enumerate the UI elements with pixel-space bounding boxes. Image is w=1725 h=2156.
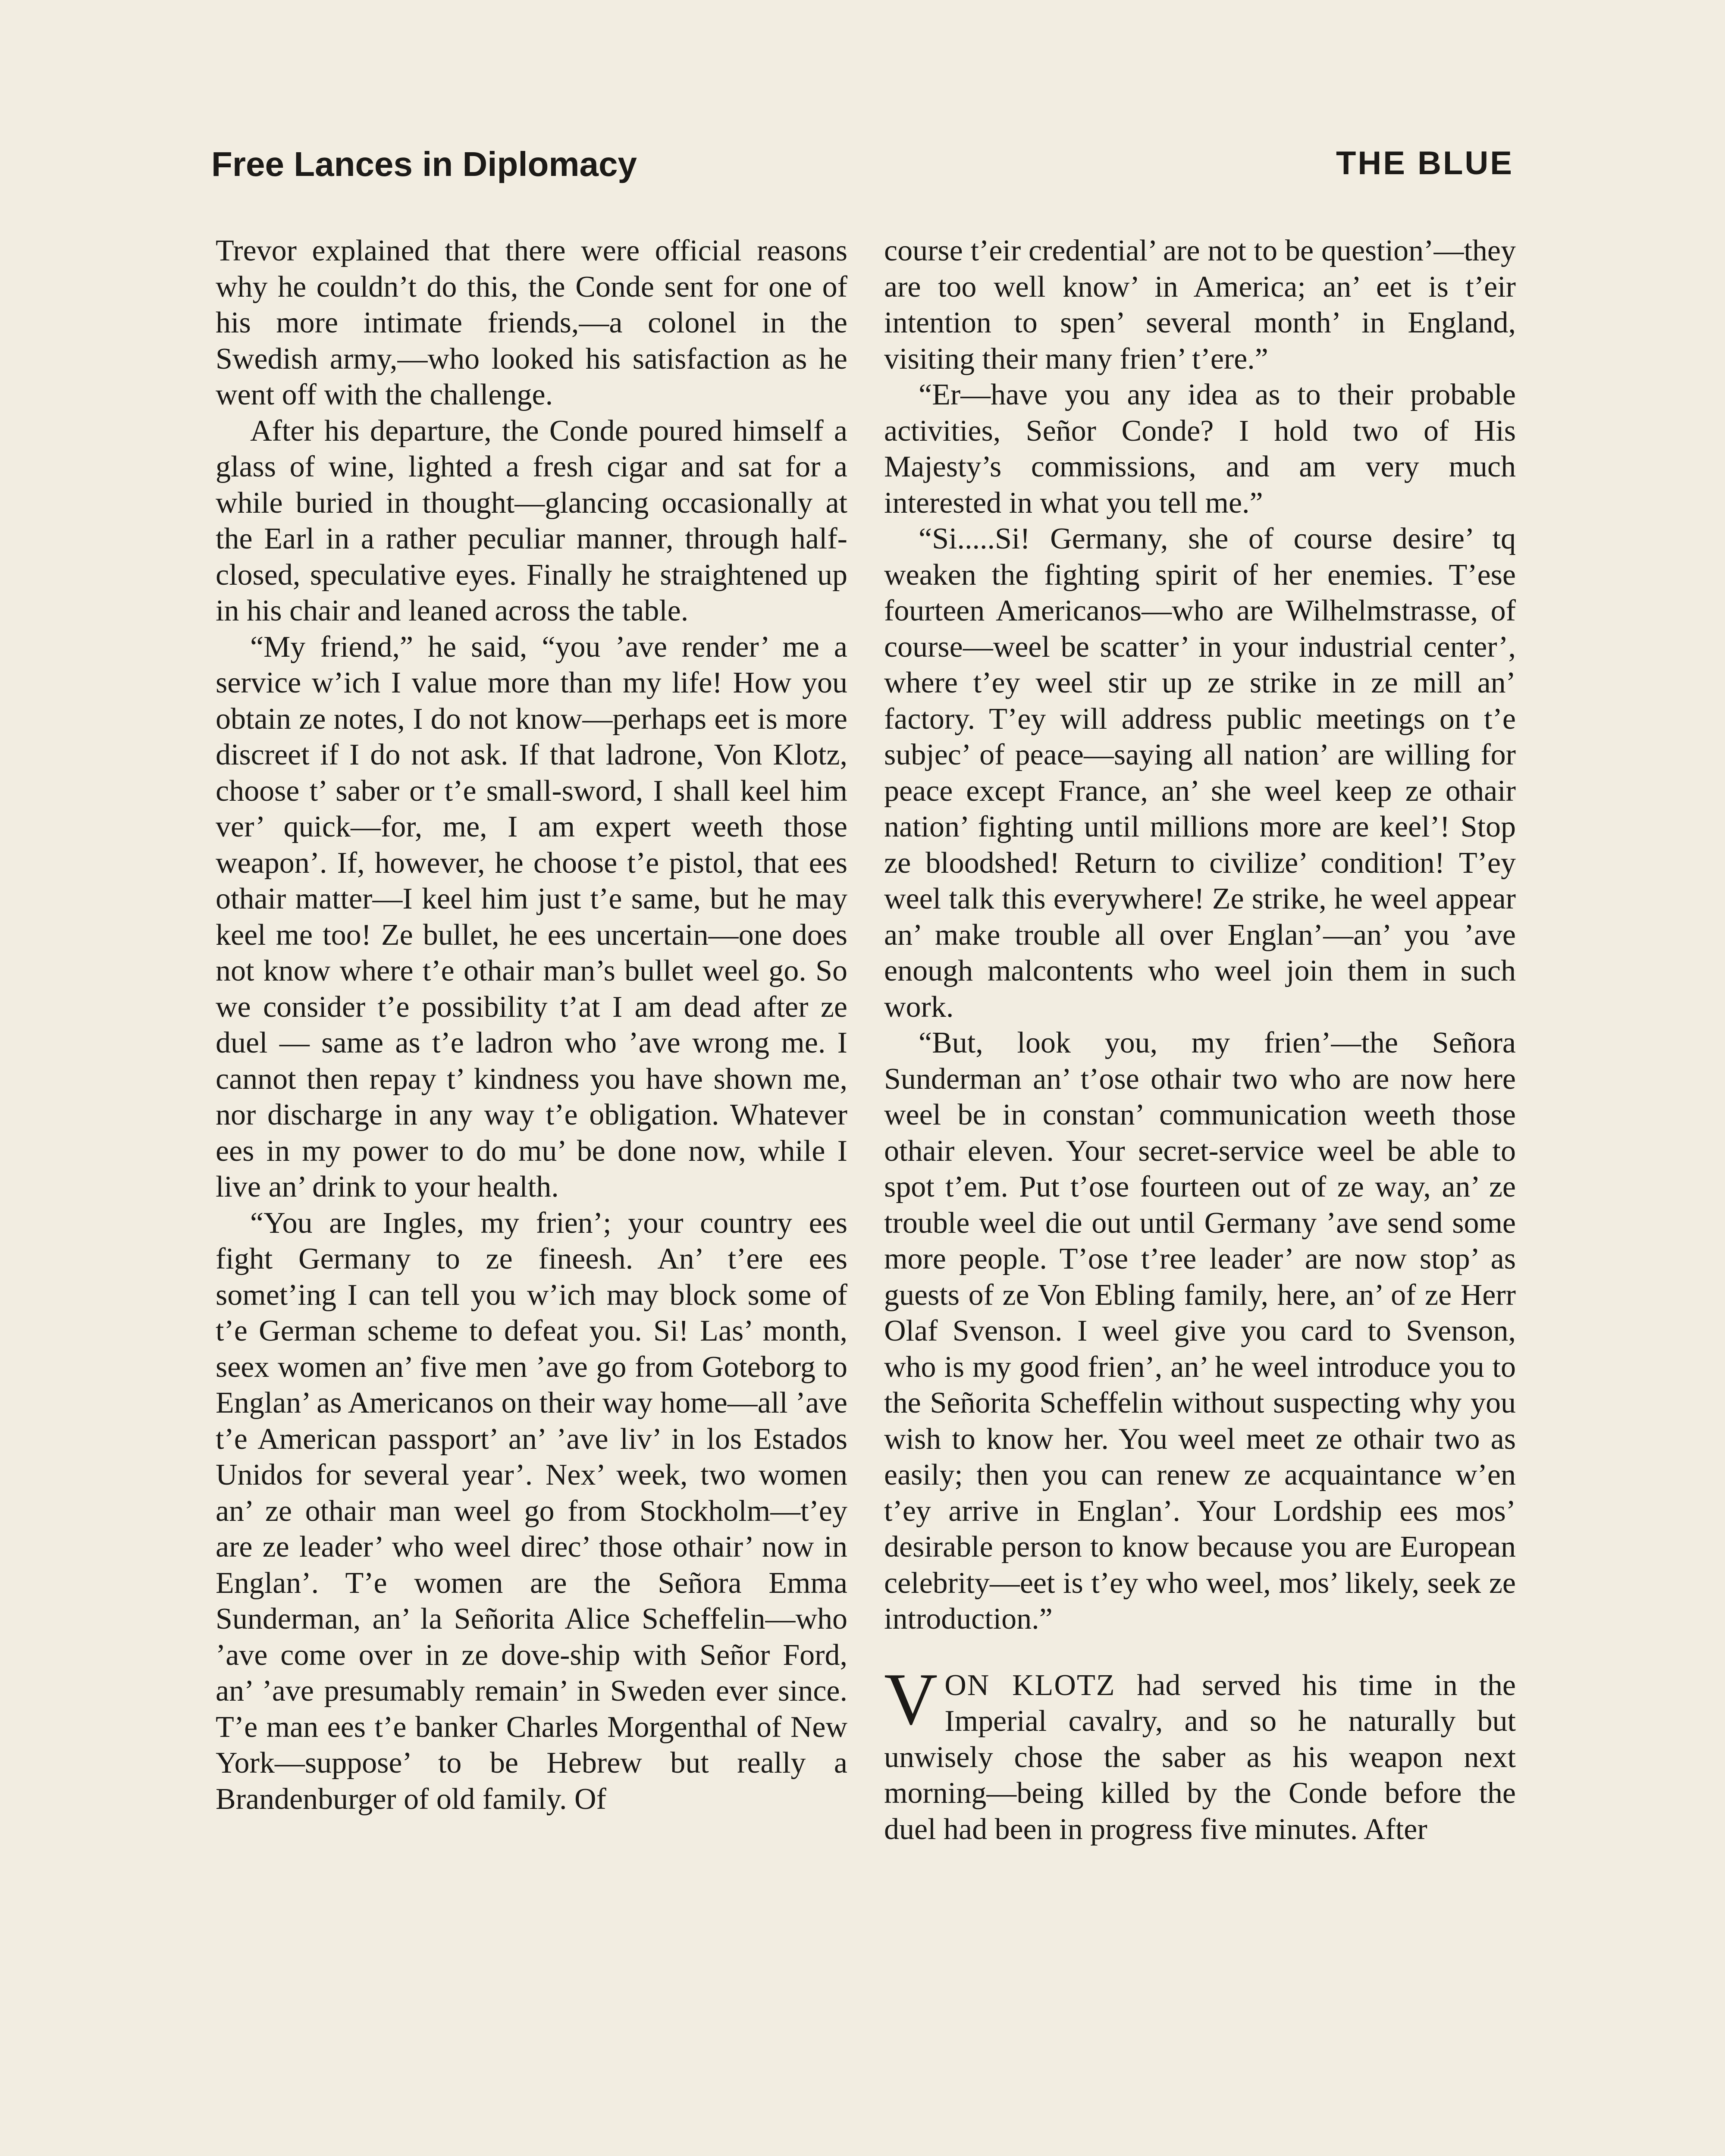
- paragraph: “But, look you, my frien’—the Señora Sunderman an’ t’ose othair two who are now here weel be in constan’ communication weeth those othair eleven. Your secret-service weel be able to spot t’em. Put t’ose fourteen out of ze way, an’ ze trouble weel die out until Germany ’ave send some more people. T’ose t’ree leader’ are now stop’ as guests of ze Von Ebling family, here, an’ of ze Herr Olaf Svenson. I weel give you card to Svenson, who is my good frien’, an’ he weel introduce you to the Señorita Scheffelin without suspecting why you wish to know her. You weel meet ze othair two as easily; then you can renew ze acquaintance w’en t’ey arrive in Englan’. Your Lordship ees mos’ desirable person to know because you are European celebrity—eet is t’ey who weel, mos’ likely, seek ze introduction.”: [884, 1026, 1516, 1636]
- story-title: Free Lances in Diplomacy: [211, 145, 637, 183]
- section-opening-paragraph: [884, 1658, 1516, 1848]
- right-column: [884, 233, 1516, 2156]
- magazine-name: THE BLUE: [1336, 145, 1514, 182]
- running-head: [211, 144, 1514, 196]
- drop-cap: V: [884, 1658, 938, 1740]
- small-caps-lead: ON KLOTZ: [944, 1668, 1116, 1702]
- paragraph: “You are Ingles, my frien’; your country ees fight Germany to ze fineesh. An’ t’ere ees somet’ing I can tell you w’ich may block some of t’e German scheme to defeat you. Si! Las’ month, seex women an’ five men ’ave go from Goteborg to Englan’ as Americanos on their way home—all ’ave t’e American passport’ an’ ’ave liv’ in los Estados Unidos for several year’. Nex’ week, two women an’ ze othair man weel go from Stockholm—t’ey are ze leader’ who weel direc’ those othair’ now in Englan’. T’e women are the Señora Emma Sunderman, an’ la Señorita Alice Scheffelin—who ’ave come over in ze dove-ship with Señor Ford, an’ ’ave presumably remain’ in Sweden ever since. T’e man ees t’e banker Charles Morgenthal of New York—suppose’ to be Hebrew but really a Brandenburger of old family. Of: [216, 1206, 847, 1816]
- paragraph: “Si.....Si! Germany, she of course desire’ tq weaken the fighting spirit of her enemies. T’ese fourteen Americanos—who are Wilhelmstrasse, of course—weel be scatter’ in your industrial center’, where t’ey weel stir up ze strike in ze mill an’ factory. T’ey will address public meetings on t’e subjec’ of peace—saying all nation’ are willing for peace except France, an’ she weel keep ze othair nation’ fighting until millions more are keel’! Stop ze bloodshed! Return to civilize’ condition! T’ey weel talk this everywhere! Ze strike, he weel appear an’ make trouble all over Englan’—an’ you ’ave enough malcontents who weel join them in such work.: [884, 522, 1516, 1024]
- paragraph: Trevor explained that there were official reasons why he couldn’t do this, the Conde sent for one of his more intimate friends,—a colonel in the Swedish army,—who looked his satisfaction as he went off with the challenge.: [216, 234, 847, 411]
- paragraph: course t’eir credential’ are not to be question’—they are too well know’ in America; an’ eet is t’eir intention to spen’ several month’ in England, visiting their many frien’ t’ere.”: [884, 234, 1516, 376]
- paragraph: “My friend,” he said, “you ’ave render’ me a service w’ich I value more than my life! How you obtain ze notes, I do not know—perhaps eet is more discreet if I do not ask. If that ladrone, Von Klotz, choose t’ saber or t’e small-sword, I shall keel him ver’ quick—for, me, I am expert weeth those weapon’. If, however, he choose t’e pistol, that ees othair matter—I keel him just t’e same, but he may keel me too! Ze bullet, he ees uncertain—one does not know where t’e othair man’s bullet weel go. So we consider t’e possibility t’at I am dead after ze duel — same as t’e ladron who ’ave wrong me. I cannot then repay t’ kindness you have shown me, nor discharge in any way t’e obligation. Whatever ees in my power to do mu’ be done now, while I live an’ drink to your health.: [216, 630, 847, 1203]
- paragraph: After his departure, the Conde poured himself a glass of wine, lighted a fresh cigar and sat for a while buried in thought—glancing occasionally at the Earl in a rather peculiar manner, through half-closed, speculative eyes. Finally he straightened up in his chair and leaned across the table.: [216, 414, 847, 627]
- paragraph: “Er—have you any idea as to their probable activities, Señor Conde? I hold two of His Majesty’s commissions, and am very much interested in what you tell me.”: [884, 378, 1516, 520]
- paragraph-text: had served his time in the Imperial cavalry, and so he naturally but unwisely chose the saber as his weapon next morning—being killed by the Conde before the duel had been in progress five minutes. After: [884, 1668, 1516, 1846]
- left-column: [216, 233, 847, 2156]
